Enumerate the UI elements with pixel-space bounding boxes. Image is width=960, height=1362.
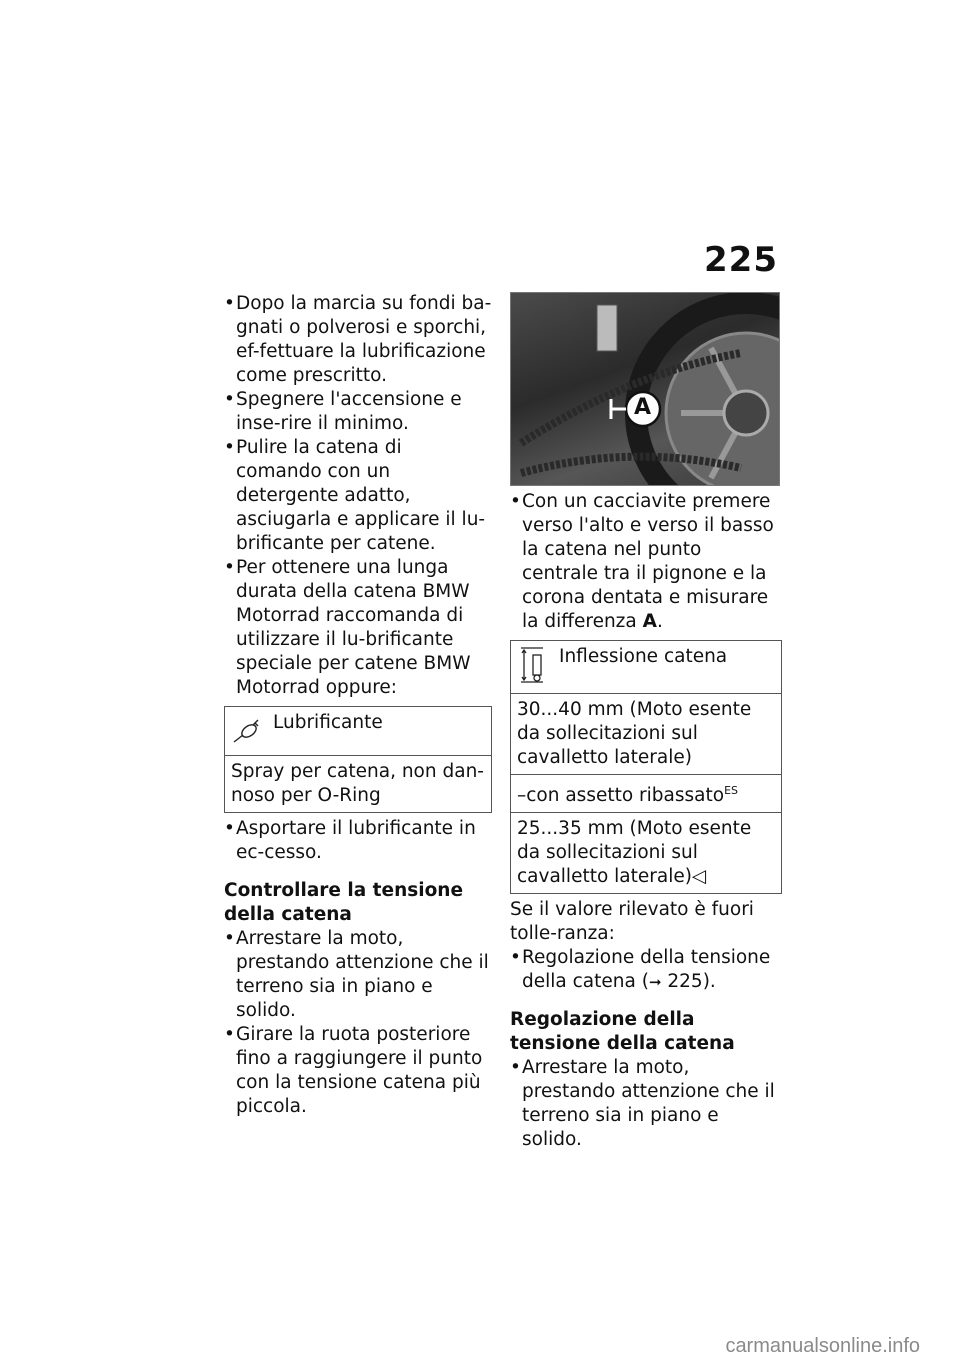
end-marker: ◁: [691, 866, 707, 888]
lubricant-can-icon: [229, 711, 263, 747]
lubricant-box-value: Spray per catena, non dan-noso per O-Ring: [231, 761, 484, 806]
photo-label-a: A: [634, 395, 652, 420]
chain-slack-value-standard: 30...40 mm (Moto esente da sollecitazioni sul cavalletto laterale): [511, 694, 781, 775]
chain-photo: [510, 292, 780, 486]
list-item: • Arrestare la moto, prestando attenzione che il terreno sia in piano e solido.: [224, 927, 492, 1023]
chain-slack-box: [510, 640, 782, 894]
page-reference-arrow-icon: ➞: [648, 973, 662, 992]
chain-illustration: [511, 293, 779, 485]
chain-slack-value-lowered: 25...35 mm (Moto esente da sollecitazioni sul cavalletto laterale)◁: [517, 818, 752, 888]
chain-slack-lowered-label: –con assetto ribassato$^{ES}$: [511, 775, 781, 813]
list-item: • Asportare il lubrificante in ec-cesso.: [224, 817, 492, 865]
page-number: 225: [704, 240, 778, 280]
right-column: [510, 292, 782, 1152]
chain-slack-box-title: Inflessione catena: [559, 646, 728, 667]
chain-slack-box-header: [511, 641, 781, 694]
list-item: • Regolazione della tensione della catena (➞ 225).: [510, 946, 782, 994]
section-heading: Controllare la tensione della catena: [224, 880, 464, 925]
list-item: • Girare la ruota posteriore fino a raggiungere il punto con la tensione catena più piccola.: [224, 1023, 492, 1119]
lubricant-box: [224, 706, 492, 813]
list-item: • Con un cacciavite premere verso l'alto e verso il basso la catena nel punto centrale tra il pignone e la corona dentata e misurare la differenza A.: [510, 490, 782, 634]
watermark: carmanualsonline.info: [725, 1335, 920, 1357]
left-column: [224, 292, 492, 1119]
list-item: • Per ottenere una lunga durata della catena BMW Motorrad raccomanda di utilizzare il lu-brificante speciale per catene BMW Motorrad oppure:: [224, 556, 492, 700]
tolerance-text: Se il valore rilevato è fuori tolle-ranza:: [510, 899, 754, 945]
list-item: • Pulire la catena di comando con un detergente adatto, asciugarla e applicare il lu-brificante per catene.: [224, 436, 492, 556]
lubricant-box-header: [225, 707, 491, 756]
label-a-reference: A: [642, 611, 657, 632]
option-code-es: ES: [724, 784, 738, 797]
page-reference-link[interactable]: 225).: [661, 971, 716, 993]
section-heading: Regolazione della tensione della catena: [510, 1009, 735, 1055]
lubricant-box-title: Lubrificante: [273, 712, 383, 733]
list-item: • Dopo la marcia su fondi ba-gnati o polverosi e sporchi, ef-fettuare la lubrificazione come prescritto.: [224, 292, 492, 388]
list-item: • Spegnere l'accensione e inse-rire il minimo.: [224, 388, 492, 436]
list-item: • Arrestare la moto, prestando attenzione che il terreno sia in piano e solido.: [510, 1056, 782, 1152]
chain-slack-gauge-icon: [515, 645, 549, 685]
